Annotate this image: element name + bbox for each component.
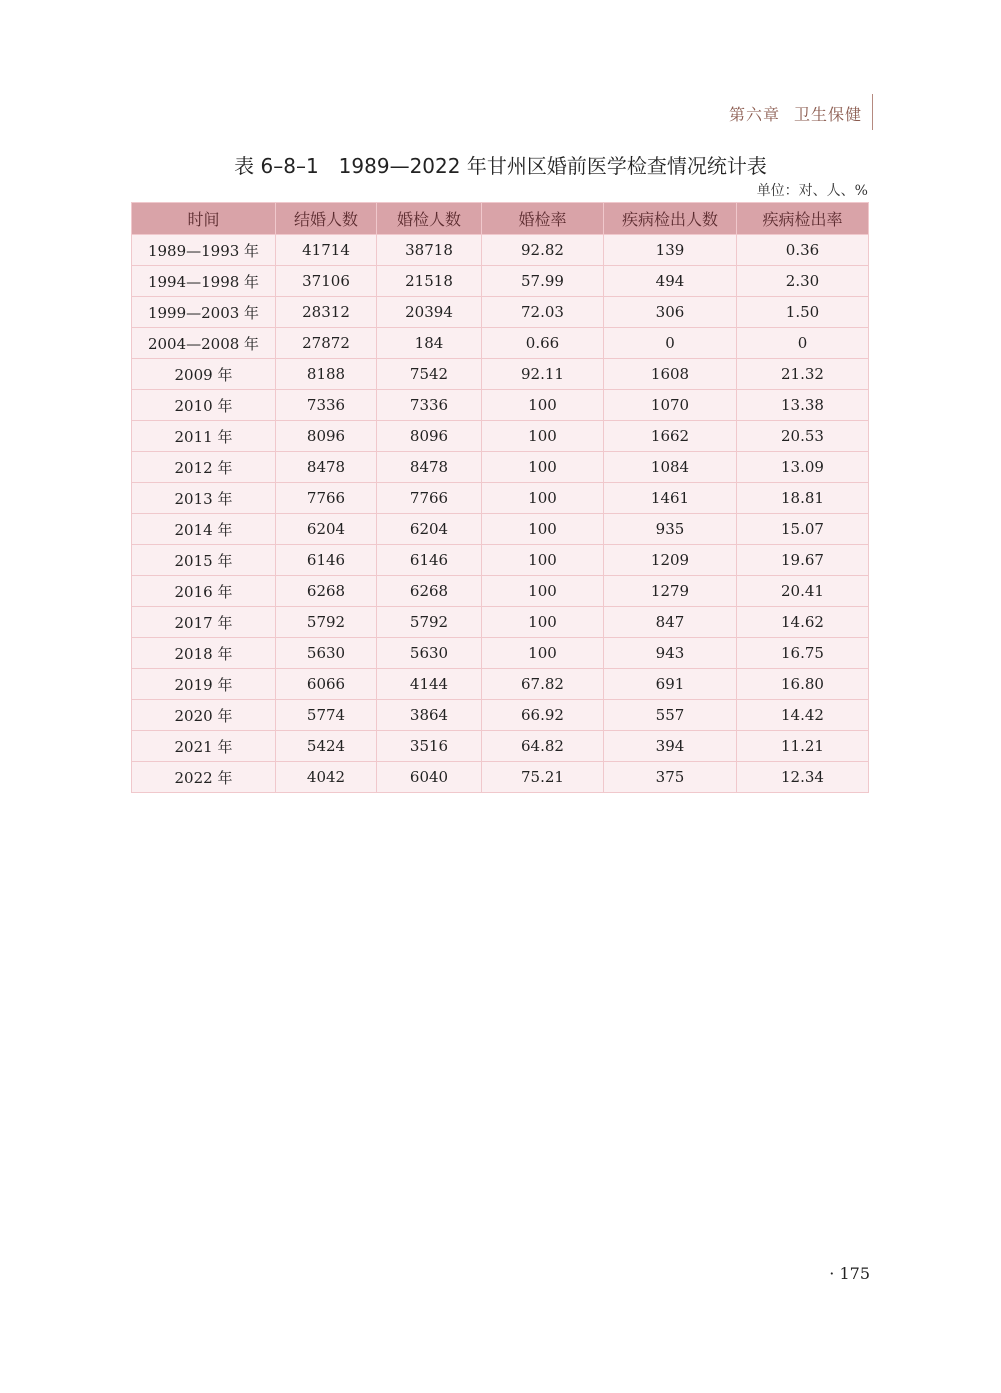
running-head bbox=[729, 102, 862, 125]
table-cell: 1608 bbox=[604, 359, 737, 390]
table-cell: 7542 bbox=[377, 359, 482, 390]
table-cell: 8096 bbox=[377, 421, 482, 452]
table-cell: 66.92 bbox=[482, 700, 604, 731]
table-cell: 5630 bbox=[377, 638, 482, 669]
column-header: 结婚人数 bbox=[276, 203, 377, 235]
table-row bbox=[132, 235, 869, 266]
table-cell: 394 bbox=[604, 731, 737, 762]
table-cell: 2014 年 bbox=[132, 514, 276, 545]
table-cell: 943 bbox=[604, 638, 737, 669]
table-row bbox=[132, 297, 869, 328]
table-cell: 92.11 bbox=[482, 359, 604, 390]
table-row bbox=[132, 638, 869, 669]
table-cell: 2020 年 bbox=[132, 700, 276, 731]
table-cell: 0 bbox=[604, 328, 737, 359]
table-cell: 691 bbox=[604, 669, 737, 700]
table-row bbox=[132, 731, 869, 762]
table-cell: 6146 bbox=[276, 545, 377, 576]
table-cell: 14.42 bbox=[737, 700, 869, 731]
table-cell: 1084 bbox=[604, 452, 737, 483]
table-cell: 0 bbox=[737, 328, 869, 359]
table-cell: 5424 bbox=[276, 731, 377, 762]
table-cell: 2018 年 bbox=[132, 638, 276, 669]
table-cell: 100 bbox=[482, 576, 604, 607]
table-cell: 1070 bbox=[604, 390, 737, 421]
column-header: 婚检率 bbox=[482, 203, 604, 235]
chapter-label: 第六章 bbox=[728, 105, 780, 124]
table-cell: 1.50 bbox=[737, 297, 869, 328]
table-cell: 7766 bbox=[276, 483, 377, 514]
table-cell: 2010 年 bbox=[132, 390, 276, 421]
table-cell: 100 bbox=[482, 514, 604, 545]
table-cell: 1461 bbox=[604, 483, 737, 514]
table-cell: 100 bbox=[482, 421, 604, 452]
table-row bbox=[132, 359, 869, 390]
table-cell: 6066 bbox=[276, 669, 377, 700]
section-label: 卫生保健 bbox=[793, 105, 862, 124]
table-cell: 38718 bbox=[377, 235, 482, 266]
table-cell: 13.38 bbox=[737, 390, 869, 421]
table-cell: 1989—1993 年 bbox=[132, 235, 276, 266]
table-cell: 184 bbox=[377, 328, 482, 359]
table-cell: 7336 bbox=[377, 390, 482, 421]
table-row bbox=[132, 576, 869, 607]
table-cell: 494 bbox=[604, 266, 737, 297]
table-cell: 57.99 bbox=[482, 266, 604, 297]
table-cell: 3864 bbox=[377, 700, 482, 731]
table-cell: 5792 bbox=[276, 607, 377, 638]
table-cell: 306 bbox=[604, 297, 737, 328]
table-cell: 2015 年 bbox=[132, 545, 276, 576]
table-cell: 16.80 bbox=[737, 669, 869, 700]
table-cell: 6268 bbox=[276, 576, 377, 607]
table-cell: 100 bbox=[482, 452, 604, 483]
column-header: 疾病检出率 bbox=[737, 203, 869, 235]
table-cell: 11.21 bbox=[737, 731, 869, 762]
table-row bbox=[132, 607, 869, 638]
table-cell: 100 bbox=[482, 390, 604, 421]
table-cell: 67.82 bbox=[482, 669, 604, 700]
table-cell: 2017 年 bbox=[132, 607, 276, 638]
table-cell: 2019 年 bbox=[132, 669, 276, 700]
table-cell: 935 bbox=[604, 514, 737, 545]
table-cell: 18.81 bbox=[737, 483, 869, 514]
table-cell: 6268 bbox=[377, 576, 482, 607]
running-head-rule bbox=[872, 94, 873, 130]
table-cell: 100 bbox=[482, 607, 604, 638]
table-cell: 2011 年 bbox=[132, 421, 276, 452]
table-cell: 847 bbox=[604, 607, 737, 638]
table-cell: 14.62 bbox=[737, 607, 869, 638]
table-cell: 1209 bbox=[604, 545, 737, 576]
table-body bbox=[132, 235, 869, 793]
table-cell: 2021 年 bbox=[132, 731, 276, 762]
column-header: 时间 bbox=[132, 203, 276, 235]
table-title: 表 6–8–1 1989—2022 年甘州区婚前医学检查情况统计表 bbox=[234, 154, 767, 178]
table-cell: 1994—1998 年 bbox=[132, 266, 276, 297]
table-row bbox=[132, 762, 869, 793]
table-cell: 8096 bbox=[276, 421, 377, 452]
table-cell: 8478 bbox=[276, 452, 377, 483]
table-cell: 1279 bbox=[604, 576, 737, 607]
table-row bbox=[132, 328, 869, 359]
table-cell: 0.36 bbox=[737, 235, 869, 266]
table-row bbox=[132, 483, 869, 514]
table-cell: 2012 年 bbox=[132, 452, 276, 483]
table-cell: 41714 bbox=[276, 235, 377, 266]
table-cell: 15.07 bbox=[737, 514, 869, 545]
table-cell: 20394 bbox=[377, 297, 482, 328]
table-cell: 13.09 bbox=[737, 452, 869, 483]
table-row bbox=[132, 545, 869, 576]
table-row bbox=[132, 421, 869, 452]
statistics-table bbox=[131, 202, 869, 793]
table-cell: 6146 bbox=[377, 545, 482, 576]
table-cell: 6040 bbox=[377, 762, 482, 793]
table-cell: 2016 年 bbox=[132, 576, 276, 607]
table-cell: 100 bbox=[482, 638, 604, 669]
table-cell: 6204 bbox=[377, 514, 482, 545]
table-cell: 72.03 bbox=[482, 297, 604, 328]
table-cell: 21.32 bbox=[737, 359, 869, 390]
table-cell: 19.67 bbox=[737, 545, 869, 576]
table-cell: 2004—2008 年 bbox=[132, 328, 276, 359]
table-cell: 5792 bbox=[377, 607, 482, 638]
table-cell: 75.21 bbox=[482, 762, 604, 793]
table-cell: 5630 bbox=[276, 638, 377, 669]
table-row bbox=[132, 452, 869, 483]
table-cell: 21518 bbox=[377, 266, 482, 297]
table-cell: 2009 年 bbox=[132, 359, 276, 390]
table-cell: 7766 bbox=[377, 483, 482, 514]
table-cell: 37106 bbox=[276, 266, 377, 297]
table-cell: 375 bbox=[604, 762, 737, 793]
table-cell: 4042 bbox=[276, 762, 377, 793]
table-cell: 28312 bbox=[276, 297, 377, 328]
table-row bbox=[132, 700, 869, 731]
table-cell: 1999—2003 年 bbox=[132, 297, 276, 328]
table-cell: 92.82 bbox=[482, 235, 604, 266]
table-cell: 16.75 bbox=[737, 638, 869, 669]
table-cell: 2013 年 bbox=[132, 483, 276, 514]
column-header: 疾病检出人数 bbox=[604, 203, 737, 235]
table-cell: 64.82 bbox=[482, 731, 604, 762]
table-cell: 2.30 bbox=[737, 266, 869, 297]
table-cell: 8478 bbox=[377, 452, 482, 483]
table-cell: 1662 bbox=[604, 421, 737, 452]
table-cell: 20.41 bbox=[737, 576, 869, 607]
table-cell: 557 bbox=[604, 700, 737, 731]
table-row bbox=[132, 266, 869, 297]
table-cell: 6204 bbox=[276, 514, 377, 545]
table-cell: 27872 bbox=[276, 328, 377, 359]
table-cell: 20.53 bbox=[737, 421, 869, 452]
table-header-row bbox=[132, 203, 869, 235]
table-cell: 0.66 bbox=[482, 328, 604, 359]
table-cell: 8188 bbox=[276, 359, 377, 390]
table-cell: 12.34 bbox=[737, 762, 869, 793]
unit-label: 单位：对、人、% bbox=[756, 183, 868, 199]
table-cell: 5774 bbox=[276, 700, 377, 731]
page-number: · 175 bbox=[829, 1264, 870, 1283]
table-cell: 3516 bbox=[377, 731, 482, 762]
table-row bbox=[132, 390, 869, 421]
table-row bbox=[132, 514, 869, 545]
column-header: 婚检人数 bbox=[377, 203, 482, 235]
table-cell: 100 bbox=[482, 545, 604, 576]
table-cell: 4144 bbox=[377, 669, 482, 700]
table-cell: 7336 bbox=[276, 390, 377, 421]
table-cell: 100 bbox=[482, 483, 604, 514]
table-cell: 139 bbox=[604, 235, 737, 266]
table-row bbox=[132, 669, 869, 700]
table-cell: 2022 年 bbox=[132, 762, 276, 793]
